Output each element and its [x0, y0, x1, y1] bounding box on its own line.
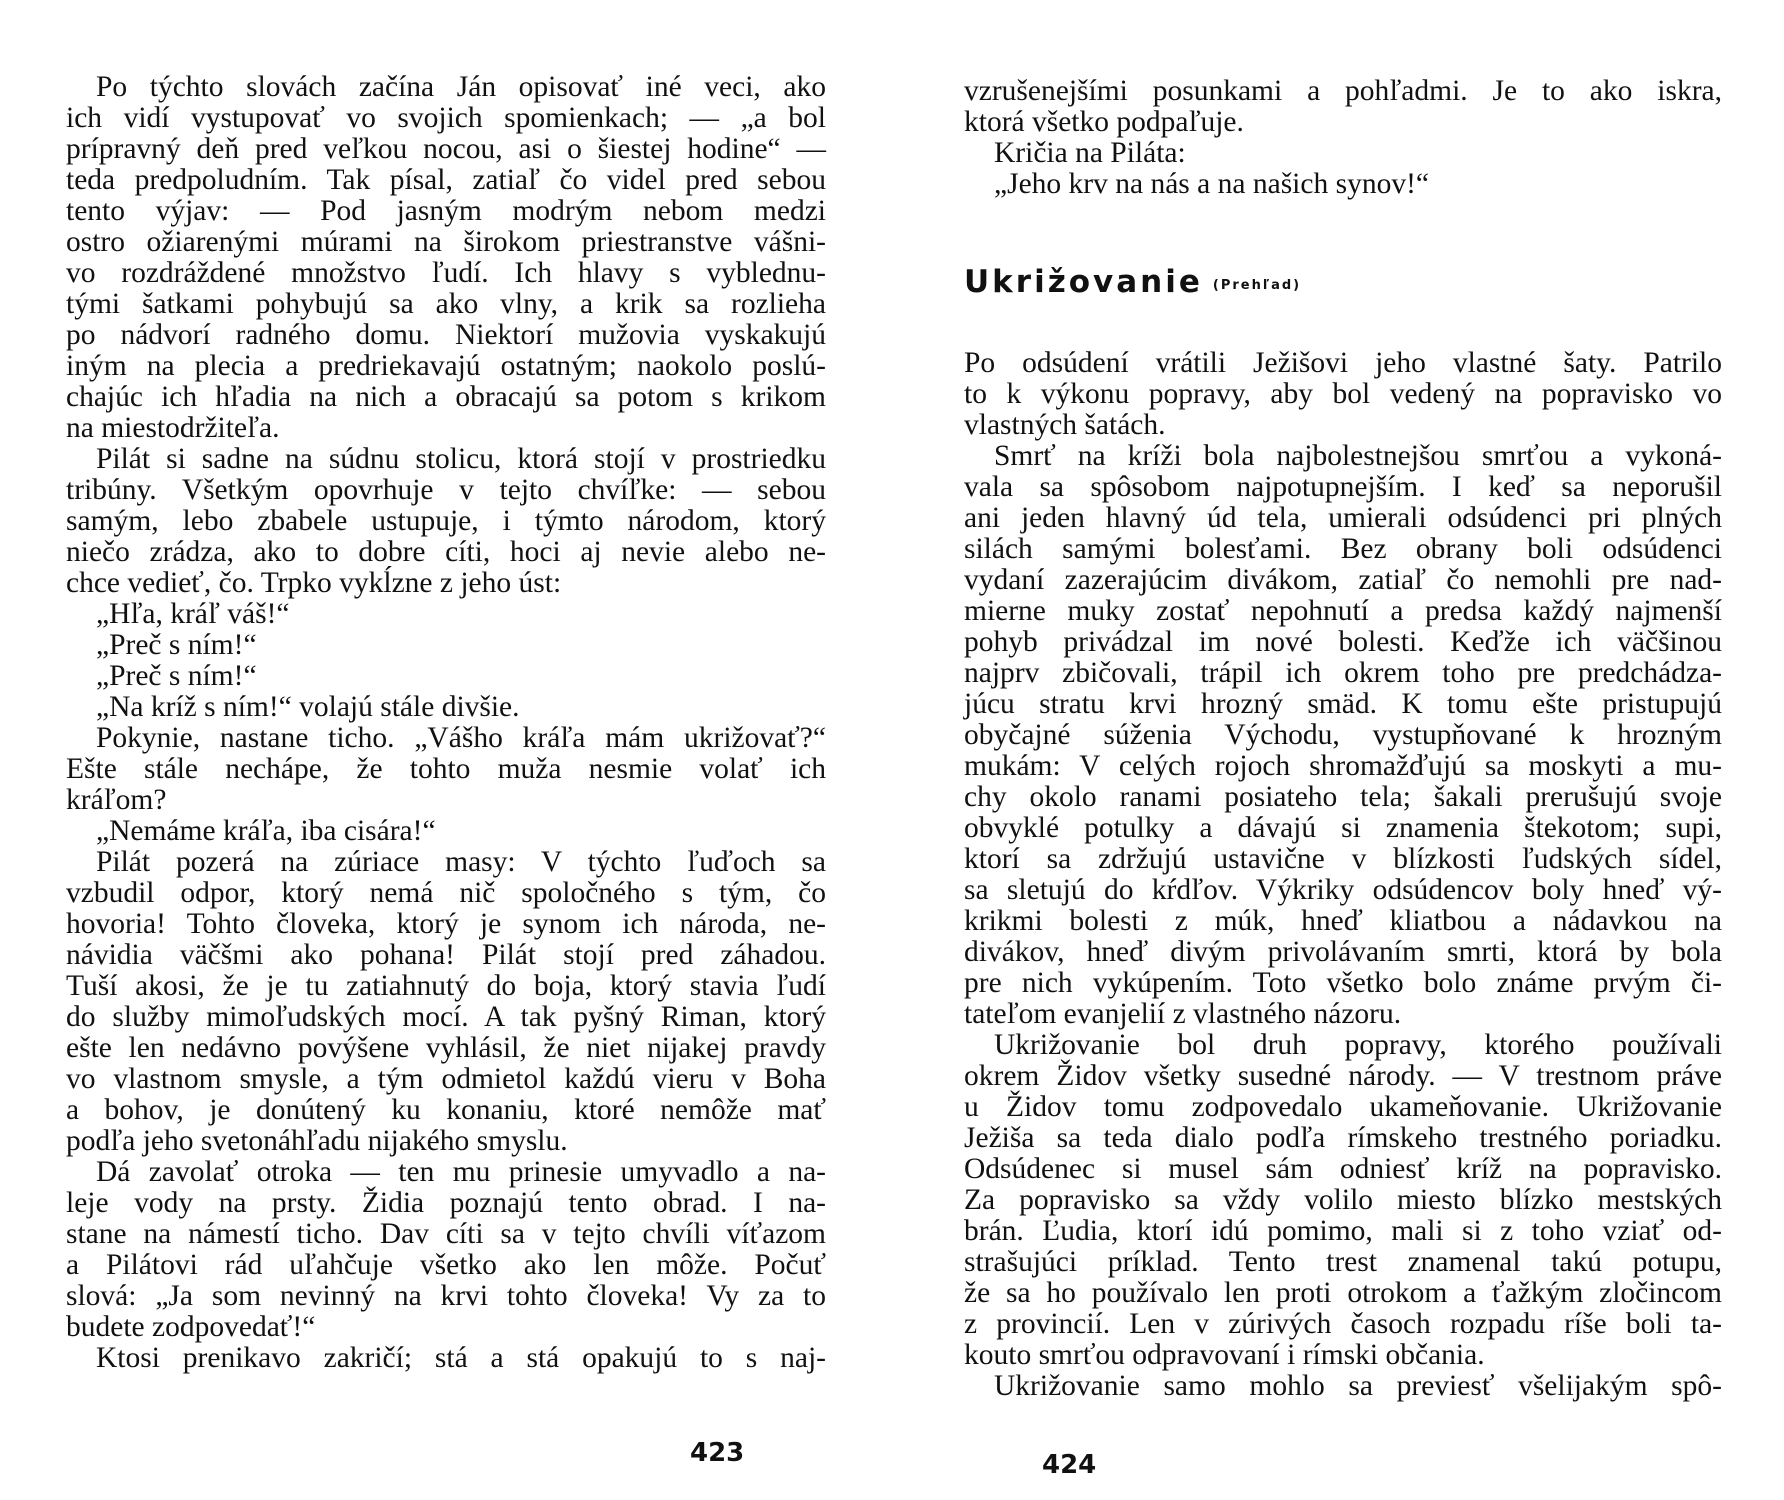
text-line: obyčajné súženia Východu, vystupňované k hrozným: [964, 719, 1722, 751]
text-line: hovoria! Tohto človeka, ktorý je synom ich národa, ne-: [66, 908, 826, 940]
text-line: „Hľa, kráľ váš!“: [96, 598, 290, 630]
text-line: leje vody na prsty. Židia poznajú tento obrad. I na-: [66, 1187, 826, 1219]
text-line: ktorá všetko podpaľuje.: [964, 106, 1244, 138]
left-page-text: [66, 72, 826, 1374]
text-line: iným na plecia a predriekavajú ostatným; naokolo poslú-: [66, 350, 826, 382]
text-line: teda predpoludním. Tak písal, zatiaľ čo videl pred sebou: [66, 164, 826, 196]
text-line: „Na kríž s ním!“ volajú stále divšie.: [96, 691, 520, 723]
text-line: chce vedieť, čo. Trpko vykĺzne z jeho úst:: [66, 567, 562, 599]
text-line: a bohov, je donútený ku konaniu, ktoré nemôže mať: [66, 1094, 826, 1126]
text-line: slová: „Ja som nevinný na krvi tohto človeka! Vy za to: [66, 1280, 826, 1312]
text-line: vo vlastnom smysle, a tým odmietol každú vieru v Boha: [66, 1063, 826, 1095]
text-line: „Jeho krv na nás a na našich synov!“: [994, 168, 1429, 200]
text-line: tými šatkami pohybujú sa ako vlny, a krik sa rozlieha: [66, 288, 826, 320]
text-line: Ukrižovanie samo mohlo sa previesť všelijakým spô-: [994, 1370, 1722, 1402]
text-line: kráľom?: [66, 784, 167, 816]
text-line: budete zodpovedať!“: [66, 1311, 316, 1343]
text-line: Tuší akosi, že je tu zatiahnutý do boja, ktorý stavia ľudí: [66, 970, 826, 1002]
text-line: u Židov tomu zodpovedalo ukameňovanie. Ukrižovanie: [964, 1091, 1722, 1123]
text-line: strašujúci príklad. Tento trest znamenal takú potupu,: [964, 1246, 1722, 1278]
text-line: vzrušenejšími posunkami a pohľadmi. Je to ako iskra,: [964, 75, 1722, 107]
text-line: pre nich vykúpením. Toto všetko bolo známe prvým či-: [964, 967, 1722, 999]
section-heading: [964, 264, 1722, 304]
text-line: „Preč s ním!“: [96, 660, 257, 692]
text-line: a Pilátovi rád uľahčuje všetko ako len môže. Počuť: [66, 1249, 826, 1281]
page-number-right: 424: [1042, 1450, 1097, 1480]
text-line: vala sa spôsobom najpotupnejším. I keď sa neporušil: [964, 471, 1722, 503]
text-line: Kričia na Piláta:: [994, 137, 1186, 169]
text-line: mukám: V celých rojoch shromažďujú sa moskyti a mu-: [964, 750, 1722, 782]
text-line: Ukrižovanie bol druh popravy, ktorého používali: [994, 1029, 1722, 1061]
text-line: najprv zbičovali, trápil ich okrem toho pre predchádza-: [964, 657, 1722, 689]
text-line: samým, lebo zbabele ustupuje, i týmto národom, ktorý: [66, 505, 826, 537]
section-subtitle: (Prehľad): [1212, 278, 1302, 293]
text-line: to k výkonu popravy, aby bol vedený na popravisko vo: [964, 378, 1722, 410]
text-line: Ešte stále nechápe, že tohto muža nesmie volať ich: [66, 753, 826, 785]
right-page-continuation: [964, 76, 1722, 200]
section-title: Ukrižovanie: [964, 264, 1203, 300]
right-page: [892, 0, 1784, 1500]
right-page-text: [964, 76, 1722, 1402]
text-line: vo rozdráždené množstvo ľudí. Ich hlavy s vyblednu-: [66, 257, 826, 289]
text-line: Ježiša sa teda dialo podľa rímskeho trestného poriadku.: [964, 1122, 1722, 1154]
text-line: podľa jeho svetonáhľadu nijakého smyslu.: [66, 1125, 568, 1157]
text-line: návidia väčšmi ako pohana! Pilát stojí pred záhadou.: [66, 939, 826, 971]
text-line: Pilát pozerá na zúriace masy: V týchto ľuďoch sa: [96, 846, 826, 878]
text-line: tento výjav: — Pod jasným modrým nebom medzi: [66, 195, 826, 227]
text-line: obvyklé potulky a dávajú si znamenia štekotom; supi,: [964, 812, 1722, 844]
text-line: vzbudil odpor, ktorý nemá nič spoločného s tým, čo: [66, 877, 826, 909]
text-line: na miestodržiteľa.: [66, 412, 280, 444]
text-line: pohyb privádzal im nové bolesti. Keďže ich väčšinou: [964, 626, 1722, 658]
text-line: Odsúdenec si musel sám odniesť kríž na popravisko.: [964, 1153, 1722, 1185]
text-line: divákov, hneď divým privolávaním smrti, ktorá by bola: [964, 936, 1722, 968]
text-line: do služby mimoľudských mocí. A tak pyšný Riman, ktorý: [66, 1001, 826, 1033]
text-line: Pilát si sadne na súdnu stolicu, ktorá stojí v prostriedku: [96, 443, 826, 475]
text-line: ich vidí vystupovať vo svojich spomienkach; — „a bol: [66, 102, 826, 134]
text-line: brán. Ľudia, ktorí idú pomimo, mali si z toho vziať od-: [964, 1215, 1722, 1247]
text-line: ktorí sa zdržujú ustavične v blízkosti ľudských sídel,: [964, 843, 1722, 875]
text-line: júcu stratu krvi hrozný smäd. K tomu ešte pristupujú: [964, 688, 1722, 720]
text-line: silách samými bolesťami. Bez obrany boli odsúdenci: [964, 533, 1722, 565]
text-line: že sa ho používalo len proti otrokom a ťažkým zločincom: [964, 1277, 1722, 1309]
text-line: Po týchto slovách začína Ján opisovať iné veci, ako: [96, 71, 826, 103]
text-line: z provincií. Len v zúrivých časoch rozpadu ríše boli ta-: [964, 1308, 1722, 1340]
text-line: Ktosi prenikavo zakričí; stá a stá opakujú to s naj-: [96, 1342, 826, 1374]
text-line: Pokynie, nastane ticho. „Vášho kráľa mám ukrižovať?“: [96, 722, 826, 754]
text-line: vlastných šatách.: [964, 409, 1166, 441]
text-line: po nádvorí radného domu. Niektorí mužovia vyskakujú: [66, 319, 826, 351]
text-line: Po odsúdení vrátili Ježišovi jeho vlastné šaty. Patrilo: [964, 347, 1722, 379]
page-number-left: 423: [690, 1438, 745, 1468]
text-line: okrem Židov všetky susedné národy. — V trestnom práve: [964, 1060, 1722, 1092]
text-line: prípravný deň pred veľkou nocou, asi o šiestej hodine“ —: [66, 133, 826, 165]
text-line: ani jeden hlavný úd tela, umierali odsúdenci pri plných: [964, 502, 1722, 534]
text-line: mierne muky zostať nepohnutí a predsa každý najmenší: [964, 595, 1722, 627]
text-line: „Nemáme kráľa, iba cisára!“: [96, 815, 436, 847]
text-line: vydaní zazerajúcim divákom, zatiaľ čo nemohli pre nad-: [964, 564, 1722, 596]
right-page-section-body: [964, 348, 1722, 1402]
text-line: krikmi bolesti z múk, hneď kliatbou a nádavkou na: [964, 905, 1722, 937]
text-line: ešte len nedávno povýšene vyhlásil, že niet nijakej pravdy: [66, 1032, 826, 1064]
text-line: stane na námestí ticho. Dav cíti sa v tejto chvíli víťazom: [66, 1218, 826, 1250]
text-line: Za popravisko sa vždy volilo miesto blízko mestských: [964, 1184, 1722, 1216]
text-line: tribúny. Všetkým opovrhuje v tejto chvíľke: — sebou: [66, 474, 826, 506]
text-line: sa sletujú do kŕdľov. Výkriky odsúdencov boly hneď vý-: [964, 874, 1722, 906]
text-line: niečo zrádza, ako to dobre cíti, hoci aj nevie alebo ne-: [66, 536, 826, 568]
text-line: chy okolo ranami posiateho tela; šakali prerušujú svoje: [964, 781, 1722, 813]
text-line: chajúc ich hľadia na nich a obracajú sa potom s krikom: [66, 381, 826, 413]
text-line: Smrť na kríži bola najbolestnejšou smrťou a vykoná-: [994, 440, 1722, 472]
text-line: tateľom evanjelií z vlastného názoru.: [964, 998, 1402, 1030]
text-line: kouto smrťou odpravovaní i rímski občania.: [964, 1339, 1485, 1371]
text-line: Dá zavolať otroka — ten mu prinesie umyvadlo a na-: [96, 1156, 826, 1188]
text-line: „Preč s ním!“: [96, 629, 257, 661]
text-line: ostro ožiarenými múrami na širokom priestranstve vášni-: [66, 226, 826, 258]
